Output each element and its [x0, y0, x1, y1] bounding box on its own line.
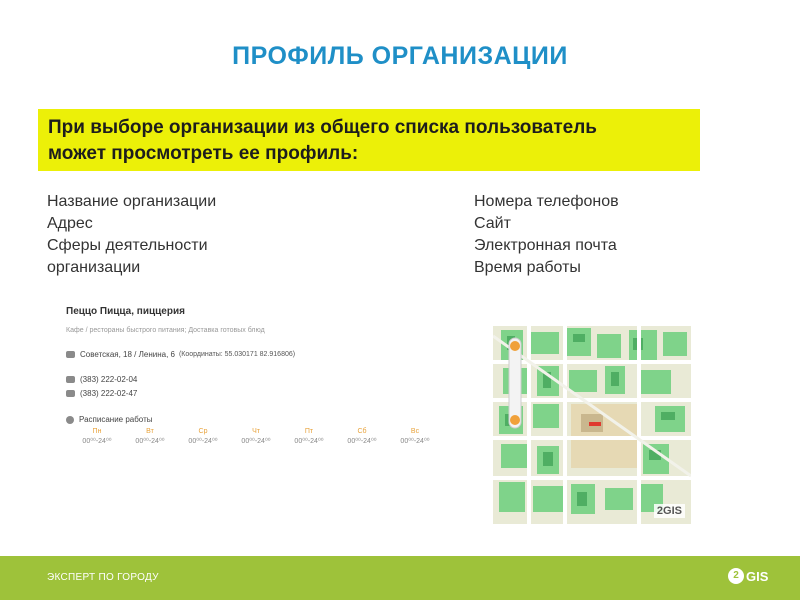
- day-name: Вс: [410, 428, 420, 435]
- day-hours: 00⁰⁰-24⁰⁰: [400, 438, 430, 445]
- phone-number: (383) 222-02-47: [80, 389, 138, 398]
- field-item: организации: [47, 259, 141, 276]
- schedule-label: Расписание работы: [79, 415, 153, 424]
- schedule-day: [284, 428, 334, 445]
- schedule-day: [231, 428, 281, 445]
- profile-fields-right: [474, 191, 619, 279]
- organization-name[interactable]: Пеццо Пицца, пиццерия: [66, 306, 185, 317]
- schedule-day: [337, 428, 387, 445]
- logo-circle-icon: 2: [728, 568, 744, 584]
- day-name: Сб: [357, 428, 367, 435]
- schedule-day: [72, 428, 122, 445]
- footer-2gis-logo: [728, 568, 768, 584]
- field-item: Адрес: [47, 215, 93, 232]
- schedule-day: [125, 428, 175, 445]
- phone-icon: [66, 376, 75, 383]
- slide-title: ПРОФИЛЬ ОРГАНИЗАЦИИ: [232, 42, 568, 70]
- field-item: Электронная почта: [474, 237, 617, 254]
- day-name: Вт: [146, 428, 154, 435]
- map-canvas: [493, 326, 691, 524]
- day-name: Пт: [304, 428, 314, 435]
- day-name: Пн: [92, 428, 102, 435]
- schedule-days: [72, 428, 462, 454]
- location-map[interactable]: [493, 326, 691, 524]
- address-text[interactable]: Советская, 18 / Ленина, 6: [80, 350, 175, 359]
- organization-categories[interactable]: Кафе / рестораны быстрого питания; Доставка готовых блюд: [66, 327, 265, 334]
- chevron-down-icon: [66, 416, 74, 424]
- day-name: Чт: [252, 428, 260, 435]
- map-2gis-logo: 2GIS: [654, 504, 685, 518]
- phone-icon: [66, 390, 75, 397]
- building-icon: [66, 351, 75, 358]
- logo-text: GIS: [746, 568, 769, 584]
- field-item: Сферы деятельности: [47, 237, 208, 254]
- field-item: Номера телефонов: [474, 193, 619, 210]
- day-name: Ср: [198, 428, 208, 435]
- field-item: Время работы: [474, 259, 581, 276]
- organization-profile-card: [62, 300, 462, 460]
- day-hours: 00⁰⁰-24⁰⁰: [135, 438, 165, 445]
- schedule-toggle[interactable]: [66, 415, 153, 424]
- address-row: [66, 350, 295, 359]
- phone-row: [66, 375, 137, 384]
- profile-fields-left: [47, 191, 216, 279]
- day-hours: 00⁰⁰-24⁰⁰: [294, 438, 324, 445]
- day-hours: 00⁰⁰-24⁰⁰: [347, 438, 377, 445]
- footer-bar: [0, 556, 800, 600]
- coordinates-text: (Координаты: 55.030171 82.916806): [178, 351, 296, 358]
- day-hours: 00⁰⁰-24⁰⁰: [82, 438, 112, 445]
- day-hours: 00⁰⁰-24⁰⁰: [241, 438, 271, 445]
- footer-tagline: ЭКСПЕРТ ПО ГОРОДУ: [47, 572, 159, 583]
- phone-row: [66, 389, 137, 398]
- field-item: Название организации: [47, 193, 217, 210]
- banner-text: При выборе организации из общего списка пользователь может просмотреть ее профиль:: [48, 117, 597, 164]
- phone-number: (383) 222-02-04: [80, 375, 138, 384]
- field-item: Сайт: [474, 215, 511, 232]
- schedule-day: [390, 428, 440, 445]
- day-hours: 00⁰⁰-24⁰⁰: [188, 438, 218, 445]
- schedule-day: [178, 428, 228, 445]
- intro-banner: [38, 109, 700, 171]
